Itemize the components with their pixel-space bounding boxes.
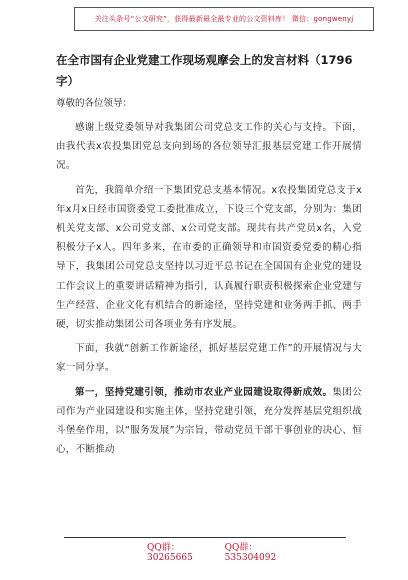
paragraph: 感谢上级党委领导对我集团公司党总支工作的关心与支持。下面，由我代表x农投集团党总支向到场的各位领导汇报基层党建工作开展情况。 — [56, 122, 362, 172]
paragraph: 首先，我简单介绍一下集团党总支基本情况。x农投集团党总支于x年x月x日经市国资委党工委批准成立，下设三个党支部，分别为：集团机关党支部、x公司党支部、x公司党支部。现共有共产党员x名，入党积极分子x人。四年多来，在市委的正确领导和市国资委党委的精心指导下，我集团公司党总支坚持以习近平总书记在全国国有企业党的建设工作会议上的重要讲话精神为指引，认真履行职责积极探索企业党建与生产经营、企业文化有机结合的新途径，坚持党建和业务两手抓、两手硬，切实推动集团公司各项业务有序发展。 — [56, 184, 362, 331]
greeting: 尊敬的各位领导： — [56, 98, 133, 109]
paragraph: 下面，我就“创新工作新途径，抓好基层党建工作”的开展情况与大家一同分享。 — [56, 343, 362, 374]
section-1-heading: 第一，坚持党建引领，推动市农业产业园建设取得新成效。 — [75, 386, 333, 398]
document-body — [56, 50, 362, 459]
promo-banner: 关注头条号“公文研究”，获得最新最全最专业的公文资料库！ 微信：gongwenyj — [74, 7, 374, 31]
page-footer — [64, 537, 346, 563]
section-1-paragraph — [56, 383, 362, 460]
section-1-body: 集团公司作为产业园建设和实施主体，坚持党建引领，充分发挥基层党组织战斗堡垒作用，以“服务发展”为宗旨，带动党员干部干事创业的决心、恒心，不断推动 — [56, 386, 362, 456]
qq-group-2: QQ群：535304092 — [224, 543, 277, 563]
document-title: 在全市国有企业党建工作现场观摩会上的发言材料（1796字） — [56, 53, 353, 88]
qq-group-1: QQ群：30265665 — [147, 543, 193, 563]
